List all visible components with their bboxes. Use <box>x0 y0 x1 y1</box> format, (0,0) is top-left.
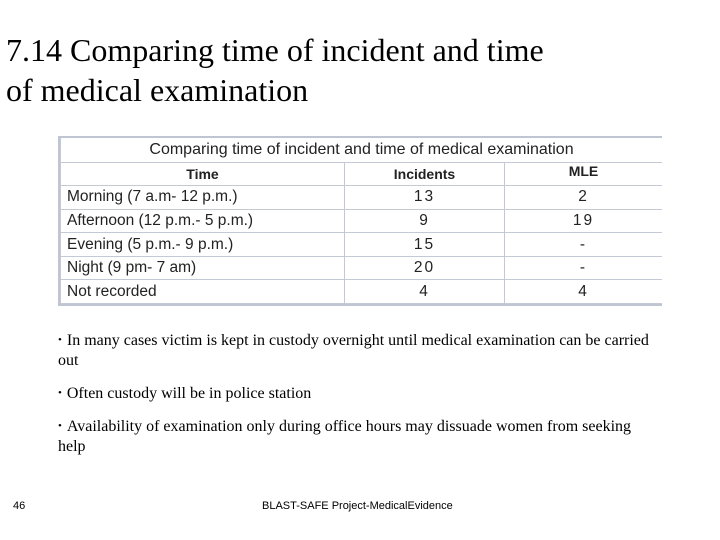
header-mle: MLE <box>505 162 663 186</box>
cell-mle: - <box>505 256 663 280</box>
bullet-text: In many cases victim is kept in custody overnight until medical examination can be carried out <box>58 332 649 369</box>
cell-incidents: 9 <box>345 209 505 233</box>
cell-mle: 4 <box>505 280 663 304</box>
slide-title-line-1: 7.14 Comparing time of incident and time <box>6 32 544 68</box>
cell-time: Morning (7 a.m- 12 p.m.) <box>61 186 345 210</box>
bullet-list <box>58 330 658 469</box>
table-row <box>61 186 663 210</box>
table-row <box>61 280 663 304</box>
cell-mle: 19 <box>505 209 663 233</box>
bullet-item <box>58 416 658 457</box>
slide-title <box>6 30 706 110</box>
cell-incidents: 13 <box>345 186 505 210</box>
table-row <box>61 256 663 280</box>
bullet-icon: • <box>58 334 62 346</box>
slide-title-line-2: of medical examination <box>6 72 309 108</box>
table-row <box>61 233 663 257</box>
bullet-item <box>58 383 658 404</box>
bullet-icon: • <box>58 420 62 432</box>
cell-mle: 2 <box>505 186 663 210</box>
bullet-text: Availability of examination only during office hours may dissuade women from seeking help <box>58 418 632 455</box>
cell-mle: - <box>505 233 663 257</box>
incident-table <box>58 136 662 306</box>
bullet-text: Often custody will be in police station <box>66 385 312 402</box>
cell-time: Not recorded <box>61 280 345 304</box>
cell-incidents: 15 <box>345 233 505 257</box>
table-row <box>61 209 663 233</box>
cell-incidents: 20 <box>345 256 505 280</box>
cell-time: Afternoon (12 p.m.- 5 p.m.) <box>61 209 345 233</box>
table-caption: Comparing time of incident and time of medical examination <box>61 138 663 162</box>
table-header-row <box>61 162 663 186</box>
bullet-icon: • <box>58 387 62 399</box>
cell-time: Evening (5 p.m.- 9 p.m.) <box>61 233 345 257</box>
header-incidents: Incidents <box>345 162 505 186</box>
bullet-item <box>58 330 658 371</box>
header-time: Time <box>61 162 345 186</box>
page-number: 46 <box>13 500 26 512</box>
table-caption-row <box>61 138 663 162</box>
cell-time: Night (9 pm- 7 am) <box>61 256 345 280</box>
footer-project: BLAST-SAFE Project-MedicalEvidence <box>262 500 453 512</box>
cell-incidents: 4 <box>345 280 505 304</box>
